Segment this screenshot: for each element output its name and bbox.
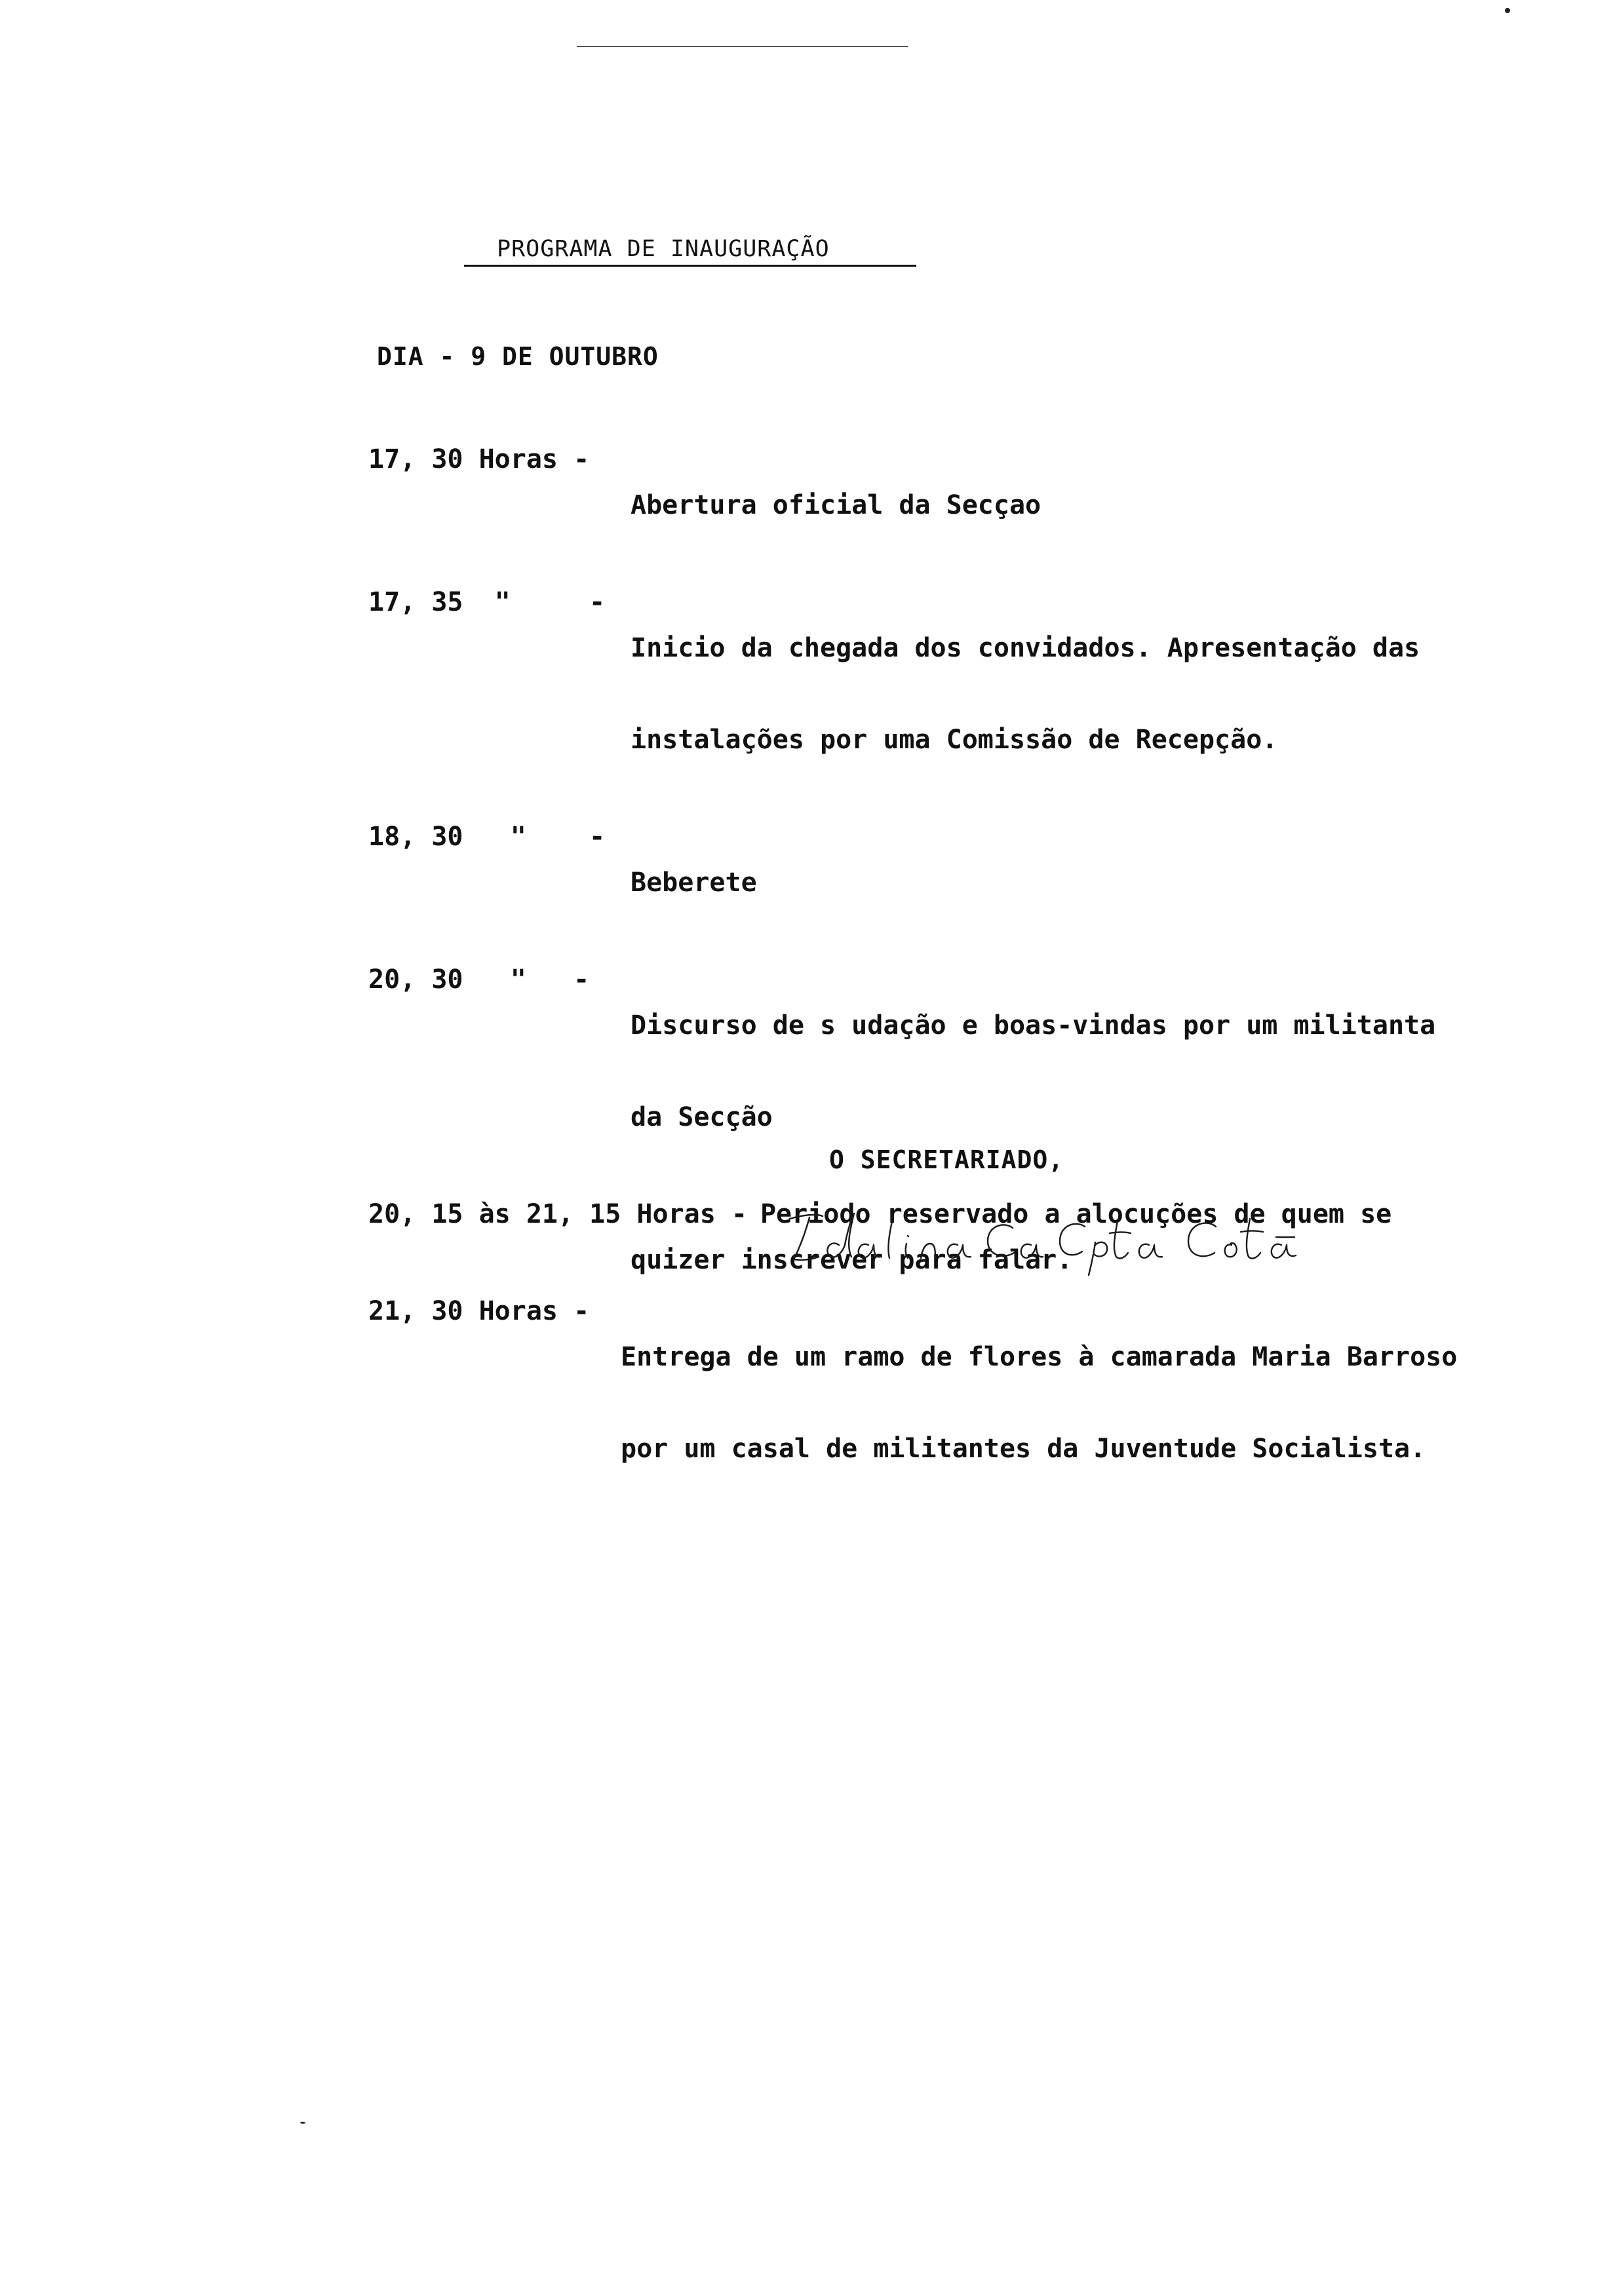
schedule-line: Inicio da chegada dos convidados. Apresentação das (631, 633, 1420, 663)
schedule-row (368, 436, 1581, 574)
schedule-time: 21, 30 Horas - (368, 1296, 590, 1326)
title-block (464, 236, 916, 267)
schedule-description (631, 957, 1581, 1186)
schedule-time: 17, 30 Horas - (368, 444, 590, 474)
signoff: O SECRETARIADO, (829, 1145, 1064, 1174)
schedule-row (368, 1288, 1581, 1518)
schedule (368, 436, 1581, 1523)
top-rule (577, 46, 908, 47)
schedule-description (631, 579, 1581, 809)
schedule-line: Entrega de um ramo de flores à camarada Maria Barroso (621, 1342, 1458, 1372)
page-title: PROGRAMA DE INAUGURAÇÃO (497, 236, 830, 262)
schedule-line: Beberete (631, 868, 757, 898)
schedule-line: da Secção (631, 1102, 773, 1132)
schedule-description (631, 436, 1581, 574)
corner-dot (1505, 8, 1510, 13)
schedule-line: quizer inscrever para falar. (631, 1245, 1073, 1275)
schedule-time: 20, 30 " - (368, 965, 590, 995)
schedule-time: 18, 30 " - (368, 822, 606, 852)
schedule-line: Periodo reservado a alocuções de quem se (760, 1199, 1392, 1229)
schedule-description (631, 814, 1581, 951)
schedule-time: 20, 15 às 21, 15 Horas - (368, 1199, 747, 1229)
schedule-line: Abertura oficial da Secçao (631, 490, 1041, 520)
handwritten-signature (777, 1199, 1301, 1278)
schedule-line: instalações por uma Comissão de Recepção. (631, 725, 1278, 755)
schedule-line: Discurso de s udação e boas-vindas por um militanta (631, 1010, 1436, 1041)
schedule-description (621, 1288, 1581, 1518)
date-line: DIA - 9 DE OUTUBRO (377, 342, 659, 371)
schedule-line: por um casal de militantes da Juventude Socialista. (621, 1434, 1426, 1464)
schedule-row (368, 579, 1581, 809)
margin-dot (300, 2122, 305, 2124)
schedule-row (368, 814, 1581, 951)
schedule-time: 17, 35 " - (368, 587, 606, 617)
title-underline (464, 265, 916, 267)
